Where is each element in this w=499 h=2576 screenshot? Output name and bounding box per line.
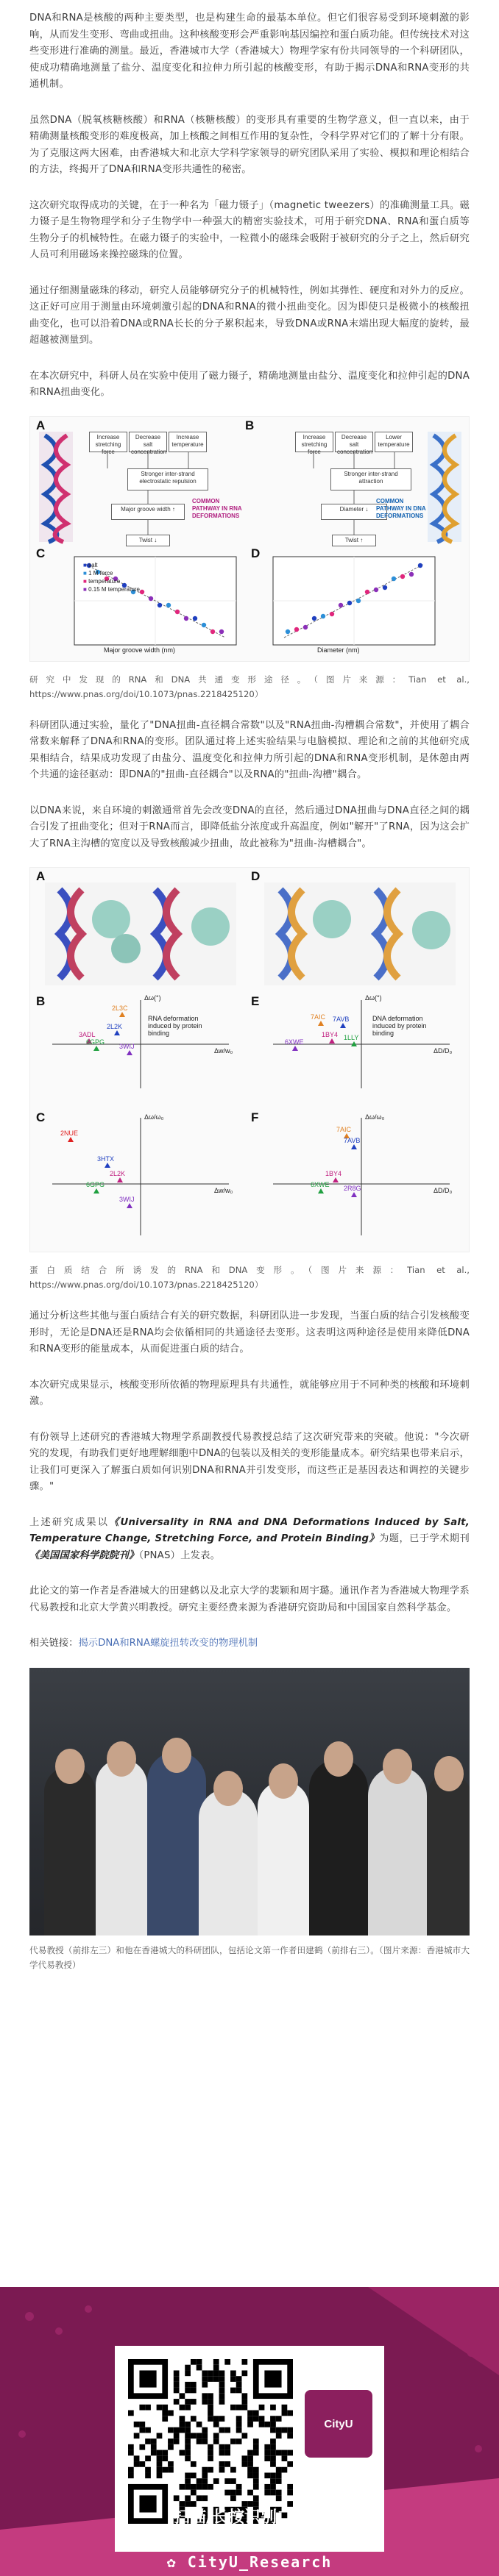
team-photo-caption: 代易教授（前排左三）和他在香港城大的科研团队，包括论文第一作者田建鹤（前排右三）。（图片来源：香港城市大学代易教授） [29, 1945, 470, 1970]
data-point [219, 629, 224, 633]
xlabel-e: ΔD/D₀ [433, 1047, 453, 1055]
data-point [303, 624, 308, 629]
paragraph-coupling: 科研团队通过实验，量化了"DNA扭曲-直径耦合常数"以及"RNA扭曲-沟槽耦合常数"，并使用了耦合常数来解释了DNA和RNA的变形。团队通过将上述实验结果与电脑模拟、理论和之前的其他研究成果相结合，结果成功发现了由盐分、温度变化和拉伸力所引起的DNA和RNA变形机制，是休憩由两个共通的途径驱动：即DNA的"扭曲-直径耦合"以及RNA的"扭曲-沟槽"耦合。 [29, 719, 470, 780]
data-point [193, 616, 197, 620]
point-label: 7AIC [336, 1126, 352, 1133]
related-links: 相关链接：揭示DNA和RNA螺旋扭转改变的物理机制 [29, 1638, 258, 1649]
dna-helix-illustration [428, 432, 461, 542]
data-point [184, 616, 188, 620]
data-point [329, 1038, 335, 1043]
point-label: 3HTX [97, 1155, 115, 1163]
data-point [340, 1023, 346, 1028]
box-b-attraction: Stronger inter-strand attraction [330, 468, 411, 490]
panel-label-2c: C [36, 1110, 46, 1124]
box-b-salt: Decrease salt concentration [335, 432, 373, 452]
data-point [365, 589, 369, 593]
data-point [93, 1188, 99, 1194]
data-point [321, 613, 325, 618]
point-label: 3WIJ [119, 1043, 135, 1050]
team-photo [29, 1668, 470, 1935]
box-b-diameter: Diameter ↓ [321, 504, 387, 520]
data-point [294, 627, 299, 631]
data-point [158, 602, 162, 607]
data-point [383, 585, 387, 589]
xlabel-f: ΔD/D₀ [433, 1187, 453, 1194]
data-point [351, 1144, 357, 1149]
data-point [202, 622, 206, 627]
box-a-twist: Twist ↓ [126, 535, 170, 546]
point-label: 1BY4 [322, 1031, 339, 1038]
box-b-temp: Lower temperature [375, 432, 413, 452]
paragraph-publication: 上述研究成果以《Universality in RNA and DNA Deformations Induced by Salt, Temperature Change, Stretching Force, and Protein Binding》为题，已于学术期刊《美国国家科学院院刊》（PNAS）上发表。 [29, 1516, 470, 1561]
figure-1-caption: 研究中发现的RNA和DNA共通变形途径。（图片来源：Tian et al., https://www.pnas.org/doi/10.1073/pnas.2218425120） [29, 674, 470, 699]
point-label: 6XWE [285, 1038, 304, 1046]
data-point [210, 629, 215, 633]
point-label: 1BY4 [325, 1170, 342, 1177]
point-label: 6XWE [311, 1181, 330, 1188]
box-b-twist: Twist ↑ [332, 535, 376, 546]
panel-label-2b: B [36, 994, 46, 1008]
point-label: 6GPG [86, 1181, 105, 1188]
panel-label-a: A [36, 418, 46, 432]
panel-label-d: D [251, 546, 261, 560]
panel-label-2a: A [36, 869, 46, 883]
paragraph-protein-analysis: 通过分析这些其他与蛋白质结合有关的研究数据，科研团队进一步发现，当蛋白质的结合引发核酸变形时，无论是DNA还是RNA均会依循相同的共通途径去变形。这表明这两种途径是使用来降低DNA和RNA变形的能量成本，从而促进蛋白质的结合。 [29, 1310, 470, 1355]
center-label-rna-binding: RNA deformation induced by protein binding [148, 1015, 202, 1037]
paragraph-background: 虽然DNA（脱氧核糖核酸）和RNA（核糖核酸）的变形具有重要的生物学意义，但一直以来，由于精确测量核酸变形的难度极高，加上核酸之间相互作用的复杂性，令科学界对它们的了解十分有限。为了克服这两大困难，由香港城大和北京大学科学家领导的研究团队采用了实验、模拟和理论相结合的方法，终揭开了DNA和RNA变形共通性的秘密。 [29, 114, 470, 175]
paragraph-magnetic-tweezers: 这次研究取得成功的关键，在于一种名为「磁力镊子」（magnetic tweezers）的准确测量工具。磁力镊子是生物物理学和分子生物学中一种强大的精密实验技术，可用于研究DNA、RNA和蛋白质等生物分子的机械特性。在磁力镊子的实验中，一粒微小的磁珠会吸附于被研究的分子之上，然后研究人员可利用磁场来操控磁珠的位置。 [29, 199, 470, 260]
point-label: 7AVB [344, 1137, 361, 1144]
data-point [409, 571, 414, 576]
data-point [356, 598, 361, 602]
data-point [286, 629, 290, 633]
related-link[interactable]: 揭示DNA和RNA螺旋扭转改变的物理机制 [78, 1638, 258, 1649]
ylabel-f: Δω/ω₀ [365, 1113, 385, 1121]
center-label-rna: COMMON PATHWAY IN RNA DEFORMATIONS [192, 497, 242, 519]
point-label: 2L2K [110, 1170, 126, 1177]
data-point [312, 616, 316, 620]
chart-b [52, 1000, 229, 1088]
panel-label-2d: D [251, 869, 261, 883]
ylabel-b: Δω(°) [144, 994, 161, 1002]
figure-protein-binding [29, 867, 470, 1252]
data-point [292, 1046, 298, 1051]
data-point [333, 1177, 339, 1182]
data-point [149, 596, 153, 600]
point-label: 2L3C [112, 1005, 128, 1012]
panel-label-2f: F [251, 1110, 259, 1124]
data-point [318, 1188, 324, 1194]
chart-d [273, 557, 435, 645]
box-a-repulsion: Stronger inter-strand electrostatic repulsion [127, 468, 208, 490]
paragraph-universality: 本次研究成果显示，核酸变形所依循的物理原理具有共通性，就能够应用于不同种类的核酸和环境刺激。 [29, 1379, 470, 1407]
data-point [119, 1012, 125, 1017]
chart-f [273, 1118, 453, 1235]
data-point [127, 1203, 132, 1208]
data-point [339, 602, 343, 607]
xlabel-c2: Δw/w₀ [214, 1187, 233, 1194]
figure-1-graphic [30, 417, 470, 661]
point-label: 2R8G [344, 1185, 361, 1192]
figure-2-caption: 蛋白质结合所诱发的RNA和DNA变形。（图片来源：Tian et al., https://www.pnas.org/doi/10.1073/pnas.2218425120） [29, 1265, 470, 1290]
center-label-dna-binding: DNA deformation induced by protein binding [372, 1015, 427, 1037]
data-point [351, 1192, 357, 1197]
data-point [93, 1046, 99, 1051]
data-point [117, 1177, 123, 1182]
legend-c: ■ salt ■ 1 M force ■ temperature ■ 0.15 M temperature [83, 561, 140, 593]
ylabel-e: Δω(°) [365, 994, 382, 1002]
point-label: 1LLY [344, 1034, 359, 1041]
box-b-force: Increase stretching force [295, 432, 333, 452]
paragraph-authors: 此论文的第一作者是香港城大的田建鹤以及北京大学的裴颖和周宇璐。通讯作者为香港城大物理学系代易教授和北京大学黄兴明教授。研究主要经费来源为香港研究资助局和中国国家自然科学基金。 [29, 1585, 470, 1613]
data-point [347, 600, 352, 604]
qr-code[interactable] [128, 2359, 293, 2524]
box-a-salt: Decrease salt concentration [129, 432, 167, 452]
data-point [127, 1050, 132, 1055]
scan-description: 了解更多香港城大研创资讯 [152, 2530, 347, 2549]
data-point [330, 611, 334, 616]
rna-protein-structures [45, 882, 236, 985]
point-label: 2NUE [60, 1130, 79, 1137]
panel-label-b: B [245, 418, 255, 432]
center-label-dna: COMMON PATHWAY IN DNA DEFORMATIONS [376, 497, 426, 519]
point-label: 7AVB [333, 1016, 350, 1023]
point-label: 3ADL [79, 1031, 96, 1038]
box-a-groove: Major groove width ↑ [111, 504, 185, 520]
chart-c2 [52, 1118, 229, 1235]
point-label: 6GPG [86, 1038, 105, 1046]
paragraph-measurement: 通过仔细测量磁珠的移动，研究人员能够研究分子的机械特性，例如其弹性、硬度和对外力的反应。这正好可应用于测量由环境刺激引起的DNA和RNA的微小扭曲变化。因为即使只是极微小的核酸扭曲变化，也可以沿着DNA或RNA长长的分子累积起来，导致DNA或RNA末端出现大幅度的旋转，最超越被测量到。 [29, 285, 470, 346]
data-point [400, 574, 405, 578]
data-point [374, 587, 378, 591]
point-label: 2L2K [107, 1023, 123, 1030]
panel-label-2e: E [251, 994, 260, 1008]
chart-e [273, 1000, 453, 1088]
qr-promo-section [0, 2287, 499, 2576]
panel-label-c: C [36, 546, 46, 560]
xlabel-c: Major groove width (nm) [104, 646, 176, 654]
box-a-temp: Increase temperature [169, 432, 207, 452]
figure-2-graphic [30, 868, 470, 1252]
point-label: 7AIC [311, 1013, 326, 1021]
cityu-logo: CityU [305, 2390, 372, 2458]
point-label: 3WIJ [119, 1196, 135, 1203]
dna-protein-structures [264, 882, 456, 985]
data-point [318, 1021, 324, 1026]
paragraph-intro: DNA和RNA是核酸的两种主要类型，也是构建生命的最基本单位。但它们很容易受到环境刺激的影响，从而发生变形、弯曲或扭曲。这种核酸变形会严重影响基因编控和蛋白质功能。但传统技术对这些变形进行准确的测量。最近，香港城市大学（香港城大）物理学家有份共同领导的一个科研团队，使成功精确地测量了盐分、温度变化和拉伸力所引起的核酸变形，有助于揭示DNA和RNA变形的共通机制。 [29, 13, 470, 90]
ylabel-c: Δω/ω₀ [144, 1113, 164, 1121]
scan-instruction: 扫描/长按识别二维码 [173, 2508, 326, 2527]
data-point [392, 576, 396, 580]
xlabel-d: Diameter (nm) [317, 646, 360, 654]
rna-helix-illustration [39, 432, 73, 542]
figure-deformation-pathways [29, 416, 470, 662]
paragraph-quote: 有份领导上述研究的香港城大物理学系副教授代易教授总结了这次研究带来的突破。他说："今次研究的发现，有助我们更好地理解细胞中DNA的包装以及相关的变形能量成本。研究结果也带来启示，让我们可更深入了解蛋白质如何识别DNA和RNA并引发变形，而这些正是基因表达和调控的关键步骤。" [29, 1431, 470, 1492]
data-point [418, 563, 422, 567]
paragraph-mechanism: 以DNA来说，来自环境的刺激通常首先会改变DNA的直径，然后通过DNA扭曲与DNA直径之间的耦合引发了扭曲变化；但对于RNA而言，即降低盐分浓度或升高温度，例如"解开"了RNA，因为这会扩大了RNA主沟槽的宽度以及导致核酸减少扭曲，故此被称为"扭曲-沟槽耦合"。 [29, 804, 470, 849]
wechat-account: ✿ CityU_Research [166, 2553, 333, 2571]
box-a-force: Increase stretching force [89, 432, 127, 452]
data-point [175, 609, 180, 613]
data-point [114, 1030, 120, 1035]
data-point [68, 1137, 74, 1142]
xlabel-b: Δw/w₀ [214, 1047, 233, 1055]
data-point [105, 1163, 110, 1168]
wechat-icon: ✿ [166, 2553, 177, 2571]
data-point [140, 589, 144, 593]
data-point [166, 602, 171, 607]
paragraph-experiment: 在本次研究中，科研人员在实验中使用了磁力镊子，精确地测量由盐分、温度变化和拉伸引起的DNA和RNA扭曲变化。 [29, 370, 470, 398]
